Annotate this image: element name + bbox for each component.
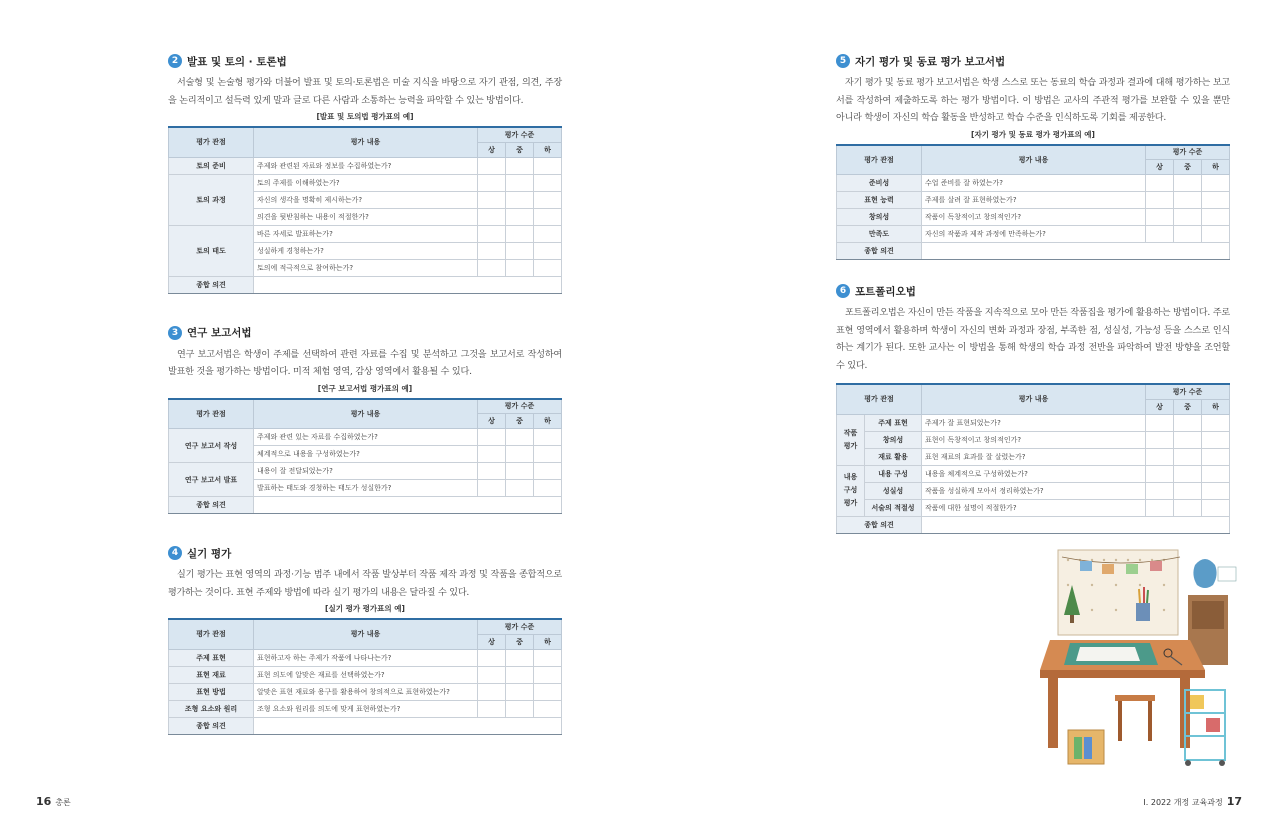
header-view: 평가 관점	[837, 145, 922, 175]
section-paragraph: 포트폴리오법은 자신이 만든 작품을 지속적으로 모아 만든 작품집을 평가에 활용하는 방법이다. 주로 표현 영역에서 활용하며 학생이 자신의 변화 과정과 장점, 부족한 점, 성실성, 가능성 등을 스스로 인식하는 계기가 된다. 또한 교사는 이 방법을 통해 학생의 학습 과정 전반을 파악하여 발전 방향을 조언할 수 있다.	[836, 308, 1230, 371]
content-cell: 작품을 성실하게 모아서 정리하였는가?	[922, 482, 1146, 499]
score-cell[interactable]	[1201, 209, 1229, 226]
view-cell: 내용 구성	[865, 465, 922, 482]
section-heading	[168, 544, 562, 562]
section-title: 자기 평가 및 동료 평가 보고서법	[855, 55, 1006, 68]
table-row	[169, 225, 562, 242]
score-cell[interactable]	[533, 666, 561, 683]
score-cell[interactable]	[1173, 226, 1201, 243]
header-mid: 중	[1173, 160, 1201, 175]
score-cell[interactable]	[477, 191, 505, 208]
section-practical-evaluation	[168, 544, 562, 735]
section-portfolio	[836, 282, 1230, 534]
score-cell[interactable]	[1201, 414, 1229, 431]
header-content: 평가 내용	[254, 127, 478, 157]
score-cell[interactable]	[477, 429, 505, 446]
category-cell: 작품 평가	[837, 414, 865, 465]
view-cell: 주제 표현	[865, 414, 922, 431]
header-level: 평가 수준	[477, 127, 561, 142]
score-cell[interactable]	[505, 700, 533, 717]
table-row	[837, 192, 1230, 209]
content-cell: 주제를 살려 잘 표현하였는가?	[922, 192, 1146, 209]
score-cell[interactable]	[1173, 192, 1201, 209]
score-cell[interactable]	[1145, 482, 1173, 499]
header-level: 평가 수준	[1145, 145, 1229, 160]
score-cell[interactable]	[1201, 499, 1229, 516]
footer-left-text: 총론	[55, 798, 71, 807]
content-cell: 성실하게 경청하는가?	[254, 242, 478, 259]
score-cell[interactable]	[1173, 431, 1201, 448]
content-cell: 작품이 독창적이고 창의적인가?	[922, 209, 1146, 226]
artist-desk-illustration	[1040, 545, 1240, 770]
table-row-summary	[169, 717, 562, 734]
evaluation-table	[168, 398, 562, 515]
score-cell[interactable]	[477, 208, 505, 225]
header-low: 하	[533, 414, 561, 429]
summary-label: 종합 의견	[837, 516, 922, 533]
section-paragraph: 서술형 및 논술형 평가와 더불어 발표 및 토의·토론법은 미술 지식을 바탕으로 자기 관점, 의견, 주장을 논리적이고 설득력 있게 말과 글로 다른 사람과 소통하는 능력을 파악할 수 있는 방법이다.	[168, 78, 562, 106]
view-cell: 토의 과정	[169, 174, 254, 225]
table-row	[169, 683, 562, 700]
score-cell[interactable]	[1173, 414, 1201, 431]
score-cell[interactable]	[1145, 209, 1173, 226]
score-cell[interactable]	[533, 429, 561, 446]
section-title: 연구 보고서법	[187, 327, 252, 339]
score-cell[interactable]	[505, 174, 533, 191]
header-content: 평가 내용	[922, 384, 1146, 414]
score-cell[interactable]	[533, 157, 561, 174]
score-cell[interactable]	[1145, 414, 1173, 431]
evaluation-table	[836, 144, 1230, 261]
content-cell: 표현 재료의 효과를 잘 살렸는가?	[922, 448, 1146, 465]
score-cell[interactable]	[533, 480, 561, 497]
content-cell: 표현 의도에 알맞은 재료를 선택하였는가?	[254, 666, 478, 683]
score-cell[interactable]	[477, 157, 505, 174]
score-cell[interactable]	[1201, 448, 1229, 465]
table-row	[169, 666, 562, 683]
category-cell: 내용 구성 평가	[837, 465, 865, 516]
score-cell[interactable]	[533, 174, 561, 191]
table-row-summary	[837, 243, 1230, 260]
table-row-summary	[837, 516, 1230, 533]
table-row	[837, 226, 1230, 243]
score-cell[interactable]	[477, 242, 505, 259]
view-cell: 창의성	[865, 431, 922, 448]
header-mid: 중	[505, 142, 533, 157]
summary-cell[interactable]	[254, 276, 562, 293]
header-low: 하	[533, 142, 561, 157]
section-title: 발표 및 토의 · 토론법	[187, 55, 287, 68]
content-cell: 조형 요소와 원리를 의도에 맞게 표현하였는가?	[254, 700, 478, 717]
header-low: 하	[533, 634, 561, 649]
view-cell: 성실성	[865, 482, 922, 499]
footer-right-text: Ⅰ. 2022 개정 교육과정	[1143, 798, 1223, 807]
table-row	[169, 174, 562, 191]
score-cell[interactable]	[505, 463, 533, 480]
table-row	[169, 649, 562, 666]
content-cell: 표현하고자 하는 주제가 작품에 나타나는가?	[254, 649, 478, 666]
right-column	[836, 52, 1230, 534]
score-cell[interactable]	[477, 649, 505, 666]
table-caption: [실기 평가 평가표의 예]	[325, 604, 405, 613]
view-cell: 표현 능력	[837, 192, 922, 209]
view-cell: 재료 활용	[865, 448, 922, 465]
score-cell[interactable]	[477, 666, 505, 683]
score-cell[interactable]	[505, 259, 533, 276]
content-cell: 알맞은 표현 재료와 용구를 활용하여 창의적으로 표현하였는가?	[254, 683, 478, 700]
summary-cell[interactable]	[922, 516, 1230, 533]
table-row-summary	[169, 276, 562, 293]
content-cell: 표현이 독창적이고 창의적인가?	[922, 431, 1146, 448]
content-cell: 주제와 관련 있는 자료를 수집하였는가?	[254, 429, 478, 446]
score-cell[interactable]	[533, 191, 561, 208]
score-cell[interactable]	[505, 480, 533, 497]
score-cell[interactable]	[1145, 465, 1173, 482]
table-row	[169, 700, 562, 717]
score-cell[interactable]	[1145, 431, 1173, 448]
left-column	[168, 52, 562, 735]
header-content: 평가 내용	[922, 145, 1146, 175]
section-heading	[836, 282, 1230, 300]
section-self-peer-evaluation	[836, 52, 1230, 260]
header-mid: 중	[505, 414, 533, 429]
score-cell[interactable]	[1201, 226, 1229, 243]
score-cell[interactable]	[477, 480, 505, 497]
header-low: 하	[1201, 399, 1229, 414]
table-caption: [자기 평가 및 동료 평가 평가표의 예]	[971, 129, 1095, 139]
content-cell: 토의에 적극적으로 참여하는가?	[254, 259, 478, 276]
section-heading	[168, 52, 562, 70]
score-cell[interactable]	[533, 225, 561, 242]
score-cell[interactable]	[533, 242, 561, 259]
table-row	[169, 429, 562, 446]
view-cell: 서술의 적절성	[865, 499, 922, 516]
score-cell[interactable]	[533, 700, 561, 717]
summary-cell[interactable]	[254, 497, 562, 514]
view-cell: 창의성	[837, 209, 922, 226]
score-cell[interactable]	[1173, 175, 1201, 192]
header-level: 평가 수준	[477, 399, 561, 414]
section-paragraph: 자기 평가 및 동료 평가 보고서법은 학생 스스로 또는 동료의 학습 과정과 결과에 대해 평가하는 보고서를 작성하여 제출하도록 하는 평가 방법이다. 이 방법은 교사의 주관적 평가를 보완할 수 있을 뿐만 아니라 학생이 자신의 학습 활동을 반성하고 학습 수준을 인식하도록 기회를 제공한다.	[836, 78, 1230, 123]
view-cell: 토의 준비	[169, 157, 254, 174]
section-number-badge: 6	[836, 284, 850, 298]
score-cell[interactable]	[533, 683, 561, 700]
table-row	[837, 499, 1230, 516]
score-cell[interactable]	[533, 649, 561, 666]
score-cell[interactable]	[505, 225, 533, 242]
content-cell: 수업 준비를 잘 하였는가?	[922, 175, 1146, 192]
header-mid: 중	[505, 634, 533, 649]
score-cell[interactable]	[505, 429, 533, 446]
section-research-report	[168, 324, 562, 515]
header-high: 상	[1145, 399, 1173, 414]
content-cell: 체계적으로 내용을 구성하였는가?	[254, 446, 478, 463]
header-high: 상	[477, 142, 505, 157]
header-high: 상	[477, 634, 505, 649]
header-view: 평가 관점	[837, 384, 922, 414]
section-heading	[836, 52, 1230, 70]
page-number-left: 16	[36, 795, 52, 808]
table-caption: [발표 및 토의법 평가표의 예]	[316, 112, 414, 121]
score-cell[interactable]	[477, 463, 505, 480]
section-number-badge: 3	[168, 326, 182, 340]
section-number-badge: 4	[168, 546, 182, 560]
score-cell[interactable]	[505, 649, 533, 666]
content-cell: 자신의 생각을 명확히 제시하는가?	[254, 191, 478, 208]
score-cell[interactable]	[1173, 448, 1201, 465]
score-cell[interactable]	[533, 208, 561, 225]
header-high: 상	[1145, 160, 1173, 175]
content-cell: 작품에 대한 설명이 적절한가?	[922, 499, 1146, 516]
score-cell[interactable]	[477, 446, 505, 463]
score-cell[interactable]	[477, 700, 505, 717]
table-row	[837, 448, 1230, 465]
section-paragraph: 연구 보고서법은 학생이 주제를 선택하여 관련 자료를 수집 및 분석하고 그것을 보고서로 작성하여 발표한 것을 평가하는 방법이다. 미적 체험 영역, 감상 영역에서 활용될 수 있다.	[168, 349, 562, 377]
score-cell[interactable]	[477, 225, 505, 242]
score-cell[interactable]	[1201, 465, 1229, 482]
score-cell[interactable]	[1173, 482, 1201, 499]
score-cell[interactable]	[505, 208, 533, 225]
summary-label: 종합 의견	[169, 497, 254, 514]
view-cell: 연구 보고서 작성	[169, 429, 254, 463]
table-row	[837, 175, 1230, 192]
score-cell[interactable]	[505, 666, 533, 683]
header-level: 평가 수준	[1145, 384, 1229, 399]
score-cell[interactable]	[477, 683, 505, 700]
summary-cell[interactable]	[254, 717, 562, 734]
score-cell[interactable]	[505, 242, 533, 259]
content-cell: 바른 자세로 발표하는가?	[254, 225, 478, 242]
view-cell: 조형 요소와 원리	[169, 700, 254, 717]
section-presentation-discussion	[168, 52, 562, 294]
score-cell[interactable]	[1145, 192, 1173, 209]
score-cell[interactable]	[533, 446, 561, 463]
score-cell[interactable]	[477, 174, 505, 191]
score-cell[interactable]	[1145, 175, 1173, 192]
footer-left	[36, 795, 71, 808]
footer-right	[1143, 795, 1242, 808]
score-cell[interactable]	[1173, 209, 1201, 226]
header-mid: 중	[1173, 399, 1201, 414]
evaluation-table	[168, 618, 562, 735]
content-cell: 의견을 뒷받침하는 내용이 적절한가?	[254, 208, 478, 225]
header-view: 평가 관점	[169, 399, 254, 429]
score-cell[interactable]	[1201, 192, 1229, 209]
header-level: 평가 수준	[477, 619, 561, 634]
table-row-summary	[169, 497, 562, 514]
table-caption: [연구 보고서법 평가표의 예]	[317, 383, 413, 393]
section-number-badge: 2	[168, 54, 182, 68]
section-heading	[168, 324, 562, 342]
score-cell[interactable]	[1173, 465, 1201, 482]
section-number-badge: 5	[836, 54, 850, 68]
summary-label: 종합 의견	[169, 276, 254, 293]
section-title: 실기 평가	[187, 547, 232, 560]
table-row	[837, 465, 1230, 482]
score-cell[interactable]	[1173, 499, 1201, 516]
section-title: 포트폴리오법	[855, 285, 916, 298]
table-row	[837, 431, 1230, 448]
score-cell[interactable]	[1201, 431, 1229, 448]
view-cell: 토의 태도	[169, 225, 254, 276]
score-cell[interactable]	[1201, 175, 1229, 192]
summary-label: 종합 의견	[837, 243, 922, 260]
header-high: 상	[477, 414, 505, 429]
score-cell[interactable]	[477, 259, 505, 276]
content-cell: 토의 주제를 이해하였는가?	[254, 174, 478, 191]
score-cell[interactable]	[533, 259, 561, 276]
view-cell: 표현 재료	[169, 666, 254, 683]
content-cell: 발표하는 태도와 경청하는 태도가 성실한가?	[254, 480, 478, 497]
score-cell[interactable]	[1145, 448, 1173, 465]
view-cell: 준비성	[837, 175, 922, 192]
table-row	[837, 482, 1230, 499]
table-row	[837, 209, 1230, 226]
header-content: 평가 내용	[254, 619, 478, 649]
view-cell: 연구 보고서 발표	[169, 463, 254, 497]
score-cell[interactable]	[533, 463, 561, 480]
score-cell[interactable]	[505, 191, 533, 208]
header-content: 평가 내용	[254, 399, 478, 429]
content-cell: 내용이 잘 전달되었는가?	[254, 463, 478, 480]
score-cell[interactable]	[1145, 499, 1173, 516]
score-cell[interactable]	[505, 683, 533, 700]
section-paragraph: 실기 평가는 표현 영역의 과정·기능 범주 내에서 작품 발상부터 작품 제작 과정 및 작품을 종합적으로 평가하는 것이다. 표현 주제와 방법에 따라 실기 평가의 내용은 달라질 수 있다.	[168, 570, 562, 598]
table-row	[837, 414, 1230, 431]
header-low: 하	[1201, 160, 1229, 175]
header-view: 평가 관점	[169, 127, 254, 157]
content-cell: 자신의 작품과 제작 과정에 만족하는가?	[922, 226, 1146, 243]
score-cell[interactable]	[505, 157, 533, 174]
header-view: 평가 관점	[169, 619, 254, 649]
content-cell: 주제와 관련된 자료와 정보를 수집하였는가?	[254, 157, 478, 174]
view-cell: 표현 방법	[169, 683, 254, 700]
content-cell: 주제가 잘 표현되었는가?	[922, 414, 1146, 431]
score-cell[interactable]	[1145, 226, 1173, 243]
table-row	[169, 463, 562, 480]
view-cell: 만족도	[837, 226, 922, 243]
evaluation-table	[836, 383, 1230, 534]
evaluation-table	[168, 126, 562, 294]
score-cell[interactable]	[505, 446, 533, 463]
summary-cell[interactable]	[922, 243, 1230, 260]
table-row	[169, 157, 562, 174]
view-cell: 주제 표현	[169, 649, 254, 666]
content-cell: 내용을 체계적으로 구성하였는가?	[922, 465, 1146, 482]
summary-label: 종합 의견	[169, 717, 254, 734]
score-cell[interactable]	[1201, 482, 1229, 499]
page-number-right: 17	[1226, 795, 1242, 808]
